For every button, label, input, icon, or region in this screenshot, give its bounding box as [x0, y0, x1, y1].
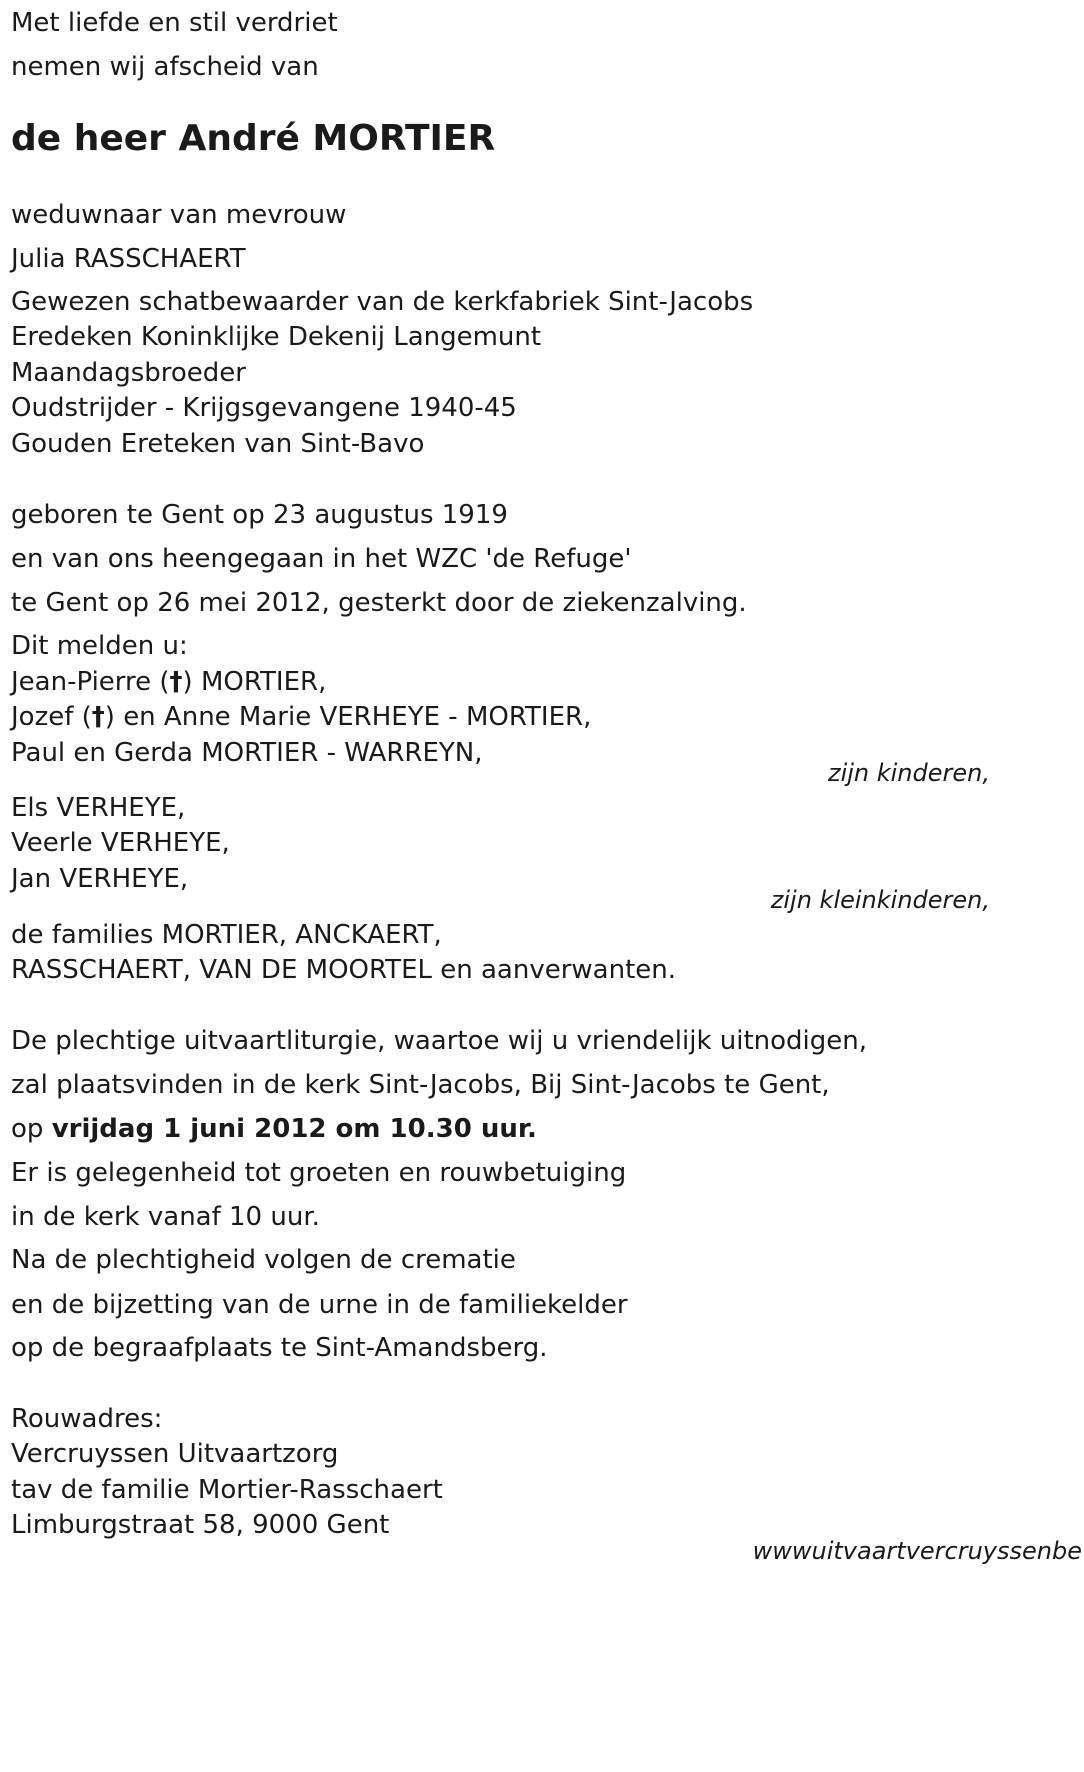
funeral-date: vrijdag 1 juni 2012 om 10.30 uur. — [51, 1114, 537, 1144]
funeral-line: De plechtige uitvaartliturgie, waartoe wij u vriendelijk uitnodigen, — [11, 1026, 868, 1056]
website-link[interactable]: wwwuitvaartvercruyssenbe — [752, 1537, 1082, 1565]
children-label: zijn kinderen, — [827, 759, 990, 787]
grandchild-line: Els VERHEYE, — [11, 793, 186, 823]
child-name: Jozef ( — [11, 702, 92, 732]
child-name: ) MORTIER, — [182, 667, 327, 697]
families-line-1: de families MORTIER, ANCKAERT, — [11, 920, 442, 950]
funeral-line: Er is gelegenheid tot groeten en rouwbetuiging — [11, 1158, 627, 1188]
passed-line-1: en van ons heengegaan in het WZC 'de Refuge' — [11, 544, 632, 574]
grandchild-line: Veerle VERHEYE, — [11, 828, 230, 858]
child-line — [11, 666, 326, 698]
deceased-name: de heer André MORTIER — [11, 118, 496, 159]
funeral-line: Na de plechtigheid volgen de crematie — [11, 1245, 516, 1275]
families-line-2: RASSCHAERT, VAN DE MOORTEL en aanverwanten. — [11, 955, 677, 985]
address-label: Rouwadres: — [11, 1404, 163, 1434]
address-line: tav de familie Mortier-Rasschaert — [11, 1475, 443, 1505]
title-line: Gewezen schatbewaarder van de kerkfabriek Sint-Jacobs — [11, 287, 754, 317]
funeral-date-line — [11, 1113, 537, 1145]
cross-icon: † — [169, 667, 183, 697]
passed-line-2: te Gent op 26 mei 2012, gesterkt door de ziekenzalving. — [11, 588, 747, 618]
cross-icon: † — [91, 702, 105, 732]
funeral-line: op de begraafplaats te Sint-Amandsberg. — [11, 1333, 548, 1363]
funeral-line: zal plaatsvinden in de kerk Sint-Jacobs, Bij Sint-Jacobs te Gent, — [11, 1070, 830, 1100]
funeral-line: in de kerk vanaf 10 uur. — [11, 1202, 320, 1232]
grandchildren-label: zijn kleinkinderen, — [770, 886, 990, 914]
spouse-prefix: weduwnaar van mevrouw — [11, 200, 347, 230]
funeral-date-prefix: op — [11, 1114, 52, 1144]
title-line: Gouden Ereteken van Sint-Bavo — [11, 429, 425, 459]
child-name: Jean-Pierre ( — [11, 667, 170, 697]
child-line — [11, 701, 591, 733]
child-line: Paul en Gerda MORTIER - WARREYN, — [11, 738, 483, 768]
address-line: Vercruyssen Uitvaartzorg — [11, 1439, 339, 1469]
grandchild-line: Jan VERHEYE, — [11, 864, 189, 894]
title-line: Eredeken Koninklijke Dekenij Langemunt — [11, 322, 542, 352]
intro-line-2: nemen wij afscheid van — [11, 52, 319, 82]
title-line: Oudstrijder - Krijgsgevangene 1940-45 — [11, 393, 517, 423]
spouse-name: Julia RASSCHAERT — [11, 244, 246, 274]
birth-line: geboren te Gent op 23 augustus 1919 — [11, 500, 508, 530]
announce-label: Dit melden u: — [11, 631, 188, 661]
funeral-line: en de bijzetting van de urne in de familiekelder — [11, 1290, 628, 1320]
intro-line-1: Met liefde en stil verdriet — [11, 8, 338, 38]
child-name: ) en Anne Marie VERHEYE - MORTIER, — [104, 702, 592, 732]
address-line: Limburgstraat 58, 9000 Gent — [11, 1510, 390, 1540]
title-line: Maandagsbroeder — [11, 358, 246, 388]
